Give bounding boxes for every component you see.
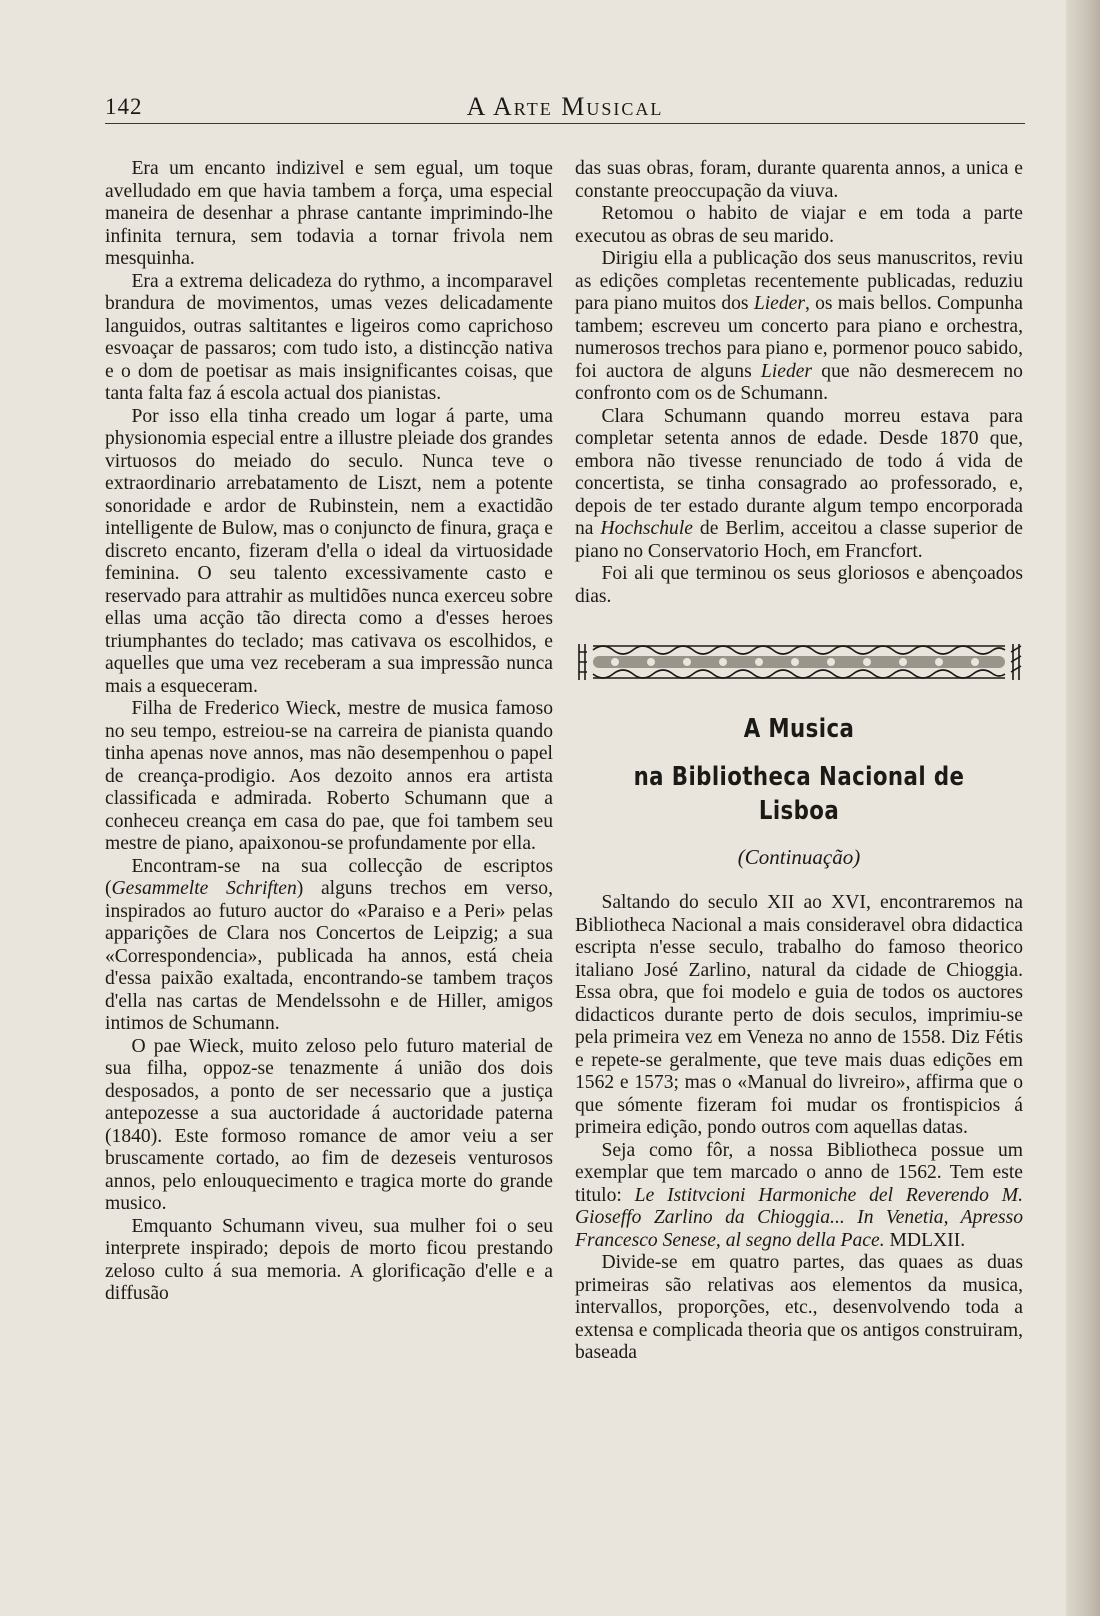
text-run: que não desmerecem no confronto com os de Schumann. <box>575 360 1023 404</box>
text-run: , os mais bellos. Compunha tambem; escreveu um concerto para piano e orchestra, numerosos trechos para piano e, pormenor pouco sabido, foi auctora de alguns <box>575 293 1023 382</box>
article-title-line-2: na Bibliotheca Nacional de Lisboa <box>633 762 965 826</box>
paragraph: Foi ali que terminou os seus gloriosos e abençoados dias. <box>575 563 1023 607</box>
italic-term: Hochschule <box>600 518 693 539</box>
page-number: 142 <box>105 94 143 119</box>
paragraph: das suas obras, foram, durante quarenta annos, a unica e constante preoccupação da viuva. <box>575 158 1023 202</box>
paragraph <box>575 406 1023 564</box>
header-rule <box>105 123 1025 124</box>
page-edge <box>1066 0 1100 1616</box>
paragraph: Saltando do seculo XII ao XVI, encontraremos na Bibliotheca Nacional a mais consideravel obra didactica escripta n'esse seculo, trabalho do famoso theorico italiano José Zarlino, natural da cidade de Chioggia. Essa obra, que foi modelo e guia de todos os auctores didacticos durante perto de dois seculos, imprimiu-se pela primeira vez em Veneza no anno de 1558. Diz Fétis e repete-se geralmente, que teve mais duas edições em 1562 e 1573; mas o «Manual do livreiro», affirma que o que sómente fizeram foi mudar os frontispicios á primeira edição, pondo outros com aquellas datas. <box>575 892 1023 1138</box>
text-run: Seja como fôr, a nossa Bibliotheca possue um exemplar que tem marcado o anno de 1562. Tem este titulo: <box>575 1139 1023 1206</box>
italic-book-title: Le Istitvcioni Harmoniche del Reverendo M. Gioseffo Zarlino da Chioggia... In Venetia, Apresso Francesco Senese, al segno della Pace. <box>575 1184 1024 1251</box>
paragraph: Emquanto Schumann viveu, sua mulher foi o seu interprete inspirado; depois de morto ficou prestando zeloso culto á sua memoria. A glorificação d'elle e a diffusão <box>105 1215 553 1304</box>
paragraph <box>105 856 553 1036</box>
left-column <box>105 158 553 1306</box>
italic-term: Lieder <box>753 293 805 314</box>
text-run: ) alguns trechos em verso, inspirados ao futuro auctor do «Paraiso e a Peri» pelas apparições de Clara nos Concertos de Leipzig; a sua «Correspondencia», publicada ha annos, está cheia d'essa paixão exaltada, encontrando-se tambem traços d'ella nas cartas de Mendelssohn e de Hiller, amigos intimos de Schumann. <box>105 878 553 1034</box>
paragraph <box>575 248 1023 406</box>
paragraph: Era a extrema delicadeza do rythmo, a incomparavel brandura de movimentos, umas vezes delicadamente languidos, outras saltitantes e ligeiros como caprichoso esvoaçar de passaros; com tudo isto, a distincção nativa e o dom de poetisar as mais insignificantes coisas, que tanta falta faz á escola actual dos pianistas. <box>105 270 553 404</box>
paragraph <box>575 1140 1023 1253</box>
italic-term: Lieder <box>760 360 813 382</box>
running-title: A Arte Musical <box>466 92 664 121</box>
article-subtitle: (Continuação) <box>737 845 861 869</box>
paragraph: Era um encanto indizivel e sem egual, um toque avelludado em que havia tambem a força, uma especial maneira de desenhar a phrase cantante imprimindo-lhe infinita ternura, sem todavia a tornar frivola nem mesquinha. <box>105 158 553 269</box>
paragraph: O pae Wieck, muito zeloso pelo futuro material de sua filha, oppoz-se tenazmente á união dos dois desposados, a ponto de ser necessario que a justiça antepozesse a sua auctoridade á auctoridade paterna (1840). Este formoso romance de amor veiu a ser bruscamente cortado, ao fim de dezeseis venturosos annos, pelo enlouquecimento e tragica morte do grande musico. <box>105 1035 553 1214</box>
paragraph: Divide-se em quatro partes, das quaes as duas primeiras são relativas aos elementos da musica, intervallos, proporções, etc., desenvolvendo toda a extensa e complicada theoria que os antigos construiram, baseada <box>575 1252 1023 1363</box>
right-column <box>575 158 1023 1365</box>
article-title: A Musica <box>743 714 855 744</box>
paragraph: Por isso ella tinha creado um logar á parte, uma physionomia especial entre a illustre pleiade dos grandes virtuosos do meiado do seculo. Nunca teve o extraordinario arrebatamento de Liszt, nem a potente sonoridade e ardor de Rubinstein, nem a exactidão intelligente de Bulow, mas o conjuncto de finura, graça e discreto encanto, fizeram d'ella o ideal da virtuosidade feminina. O seu talento excessivamente casto e reservado para attrahir as multidões nunca exerceu sobre ellas uma acção tão directa como a d'esses heroes triumphantes do teclado; mas cativava os escolhidos, e aquelles que uma vez receberam a sua impressão nunca mais a esqueceram. <box>105 405 553 697</box>
paragraph: Filha de Frederico Wieck, mestre de musica famoso no seu tempo, estreiou-se na carreira de pianista quando tinha apenas nove annos, mas não desempenhou o papel de creança-prodigio. Aos dezoito annos era artista classificada e admirada. Roberto Schumann que a conheceu creança em casa do pae, que foi tambem seu mestre de piano, apaixonou-se profundamente por ella. <box>105 698 553 854</box>
decorative-border-ornament-icon <box>575 640 1023 684</box>
text-run: Clara Schumann quando morreu estava para completar setenta annos de edade. Desde 1870 que, embora não tivesse renunciado de todo á vida de concertista, se tinha consagrado ao professorado, e, depois de ter estado durante algum tempo encorporada na <box>575 405 1023 539</box>
italic-title: Gesammelte Schriften <box>111 878 297 899</box>
text-run: Encontram-se na sua collecção de escriptos ( <box>105 855 553 899</box>
page-header <box>105 90 1025 124</box>
paragraph: Retomou o habito de viajar e em toda a parte executou as obras de seu marido. <box>575 203 1023 247</box>
text-run: de Berlim, acceitou a classe superior de piano no Conservatorio Hoch, em Francfort. <box>575 518 1023 562</box>
text-run: Dirigiu ella a publicação dos seus manuscritos, reviu as edições completas recentemente publicadas, reduziu para piano muitos dos <box>575 248 1023 314</box>
text-run: MDLXII. <box>884 1229 966 1251</box>
